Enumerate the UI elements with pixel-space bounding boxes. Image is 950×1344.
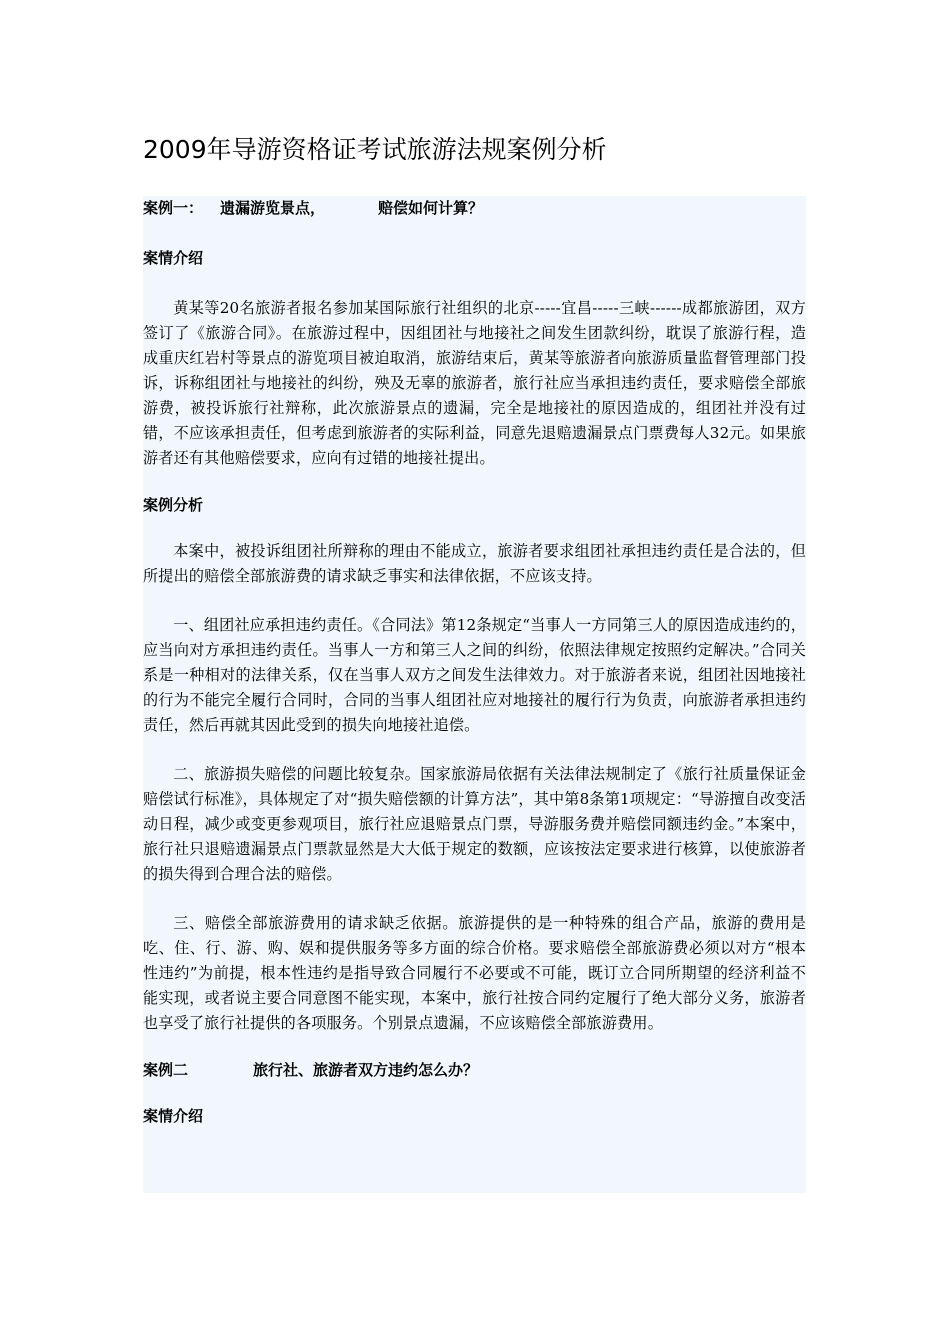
case1-analysis-paragraph: 二、旅游损失赔偿的问题比较复杂。国家旅游局依据有关法律法规制定了《旅行社质量保证金赔偿试行标准》，具体规定了对“损失赔偿额的计算方法”，其中第8条第1项规定：“导游擅自改变活动日程，减少或变更参观项目，旅行社应退赔景点门票，导游服务费并赔偿同额违约金。”本案中，旅行社只退赔遗漏景点门票款显然是大大低于规定的数额，应该按法定要求进行核算，以使旅游者的损失得到合理合法的赔偿。 (143, 765, 806, 883)
case1-analysis-paragraph: 三、赔偿全部旅游费用的请求缺乏依据。旅游提供的是一种特殊的组合产品，旅游的费用是吃、住、行、游、购、娱和提供服务等多方面的综合价格。要求赔偿全部旅游费必须以对方“根本性违约”为前提，根本性违约是指导致合同履行不必要或不可能，既订立合同所期望的经济利益不能实现，或者说主要合同意图不能实现，本案中，旅行社按合同约定履行了绝大部分义务，旅游者也享受了旅行社提供的各项服务。个别景点遗漏，不应该赔偿全部旅游费用。 (143, 914, 806, 1032)
case1-heading-part2: 赔偿如何计算？ (378, 199, 484, 217)
case1-analysis-paragraph: 本案中，被投诉组团社所辩称的理由不能成立，旅游者要求组团社承担违约责任是合法的，但所提出的赔偿全部旅游费的请求缺乏事实和法律依据，不应该支持。 (143, 542, 806, 585)
case2-heading (143, 1058, 806, 1082)
case1-label: 案例一： (143, 199, 204, 217)
case2-intro-label: 案情介绍 (143, 1107, 204, 1125)
case2-heading-text: 旅行社、旅游者双方违约怎么办？ (253, 1061, 479, 1079)
case1-heading-part1: 遗漏游览景点， (220, 199, 326, 217)
case1-analysis-label: 案例分析 (143, 496, 204, 514)
case1-intro-paragraph: 黄某等20名旅游者报名参加某国际旅行社组织的北京-----宜昌-----三峡------成都旅游团，双方签订了《旅游合同》。在旅游过程中，因组团社与地接社之间发生团款纠纷，耽误了旅游行程，造成重庆红岩村等景点的游览项目被迫取消，旅游结束后，黄某等旅游者向旅游质量监督管理部门投诉，诉称组团社与地接社的纠纷，殃及无辜的旅游者，旅行社应当承担违约责任，要求赔偿全部旅游费，被投诉旅行社辩称，此次旅游景点的遗漏，完全是地接社的原因造成的，组团社并没有过错，不应该承担责任，但考虑到旅游者的实际利益，同意先退赔遗漏景点门票费每人32元。如果旅游者还有其他赔偿要求，应向有过错的地接社提出。 (143, 299, 806, 467)
case1-analysis-paragraph: 一、组团社应承担违约责任。《合同法》第12条规定“当事人一方同第三人的原因造成违约的，应当向对方承担违约责任。当事人一方和第三人之间的纠纷，依照法律规定按照约定解决。”合同关系是一种相对的法律关系，仅在当事人双方之间发生法律效力。对于旅游者来说，组团社因地接社的行为不能完全履行合同时，合同的当事人组团社应对地接社的履行行为负责，向旅游者承担违约责任，然后再就其因此受到的损失向地接社追偿。 (143, 616, 806, 734)
case1-heading (143, 196, 806, 220)
document-body (143, 196, 806, 1128)
case2-label: 案例二 (143, 1061, 189, 1079)
document-title: 2009年导游资格证考试旅游法规案例分析 (143, 135, 607, 164)
case1-intro-label: 案情介绍 (143, 249, 204, 267)
